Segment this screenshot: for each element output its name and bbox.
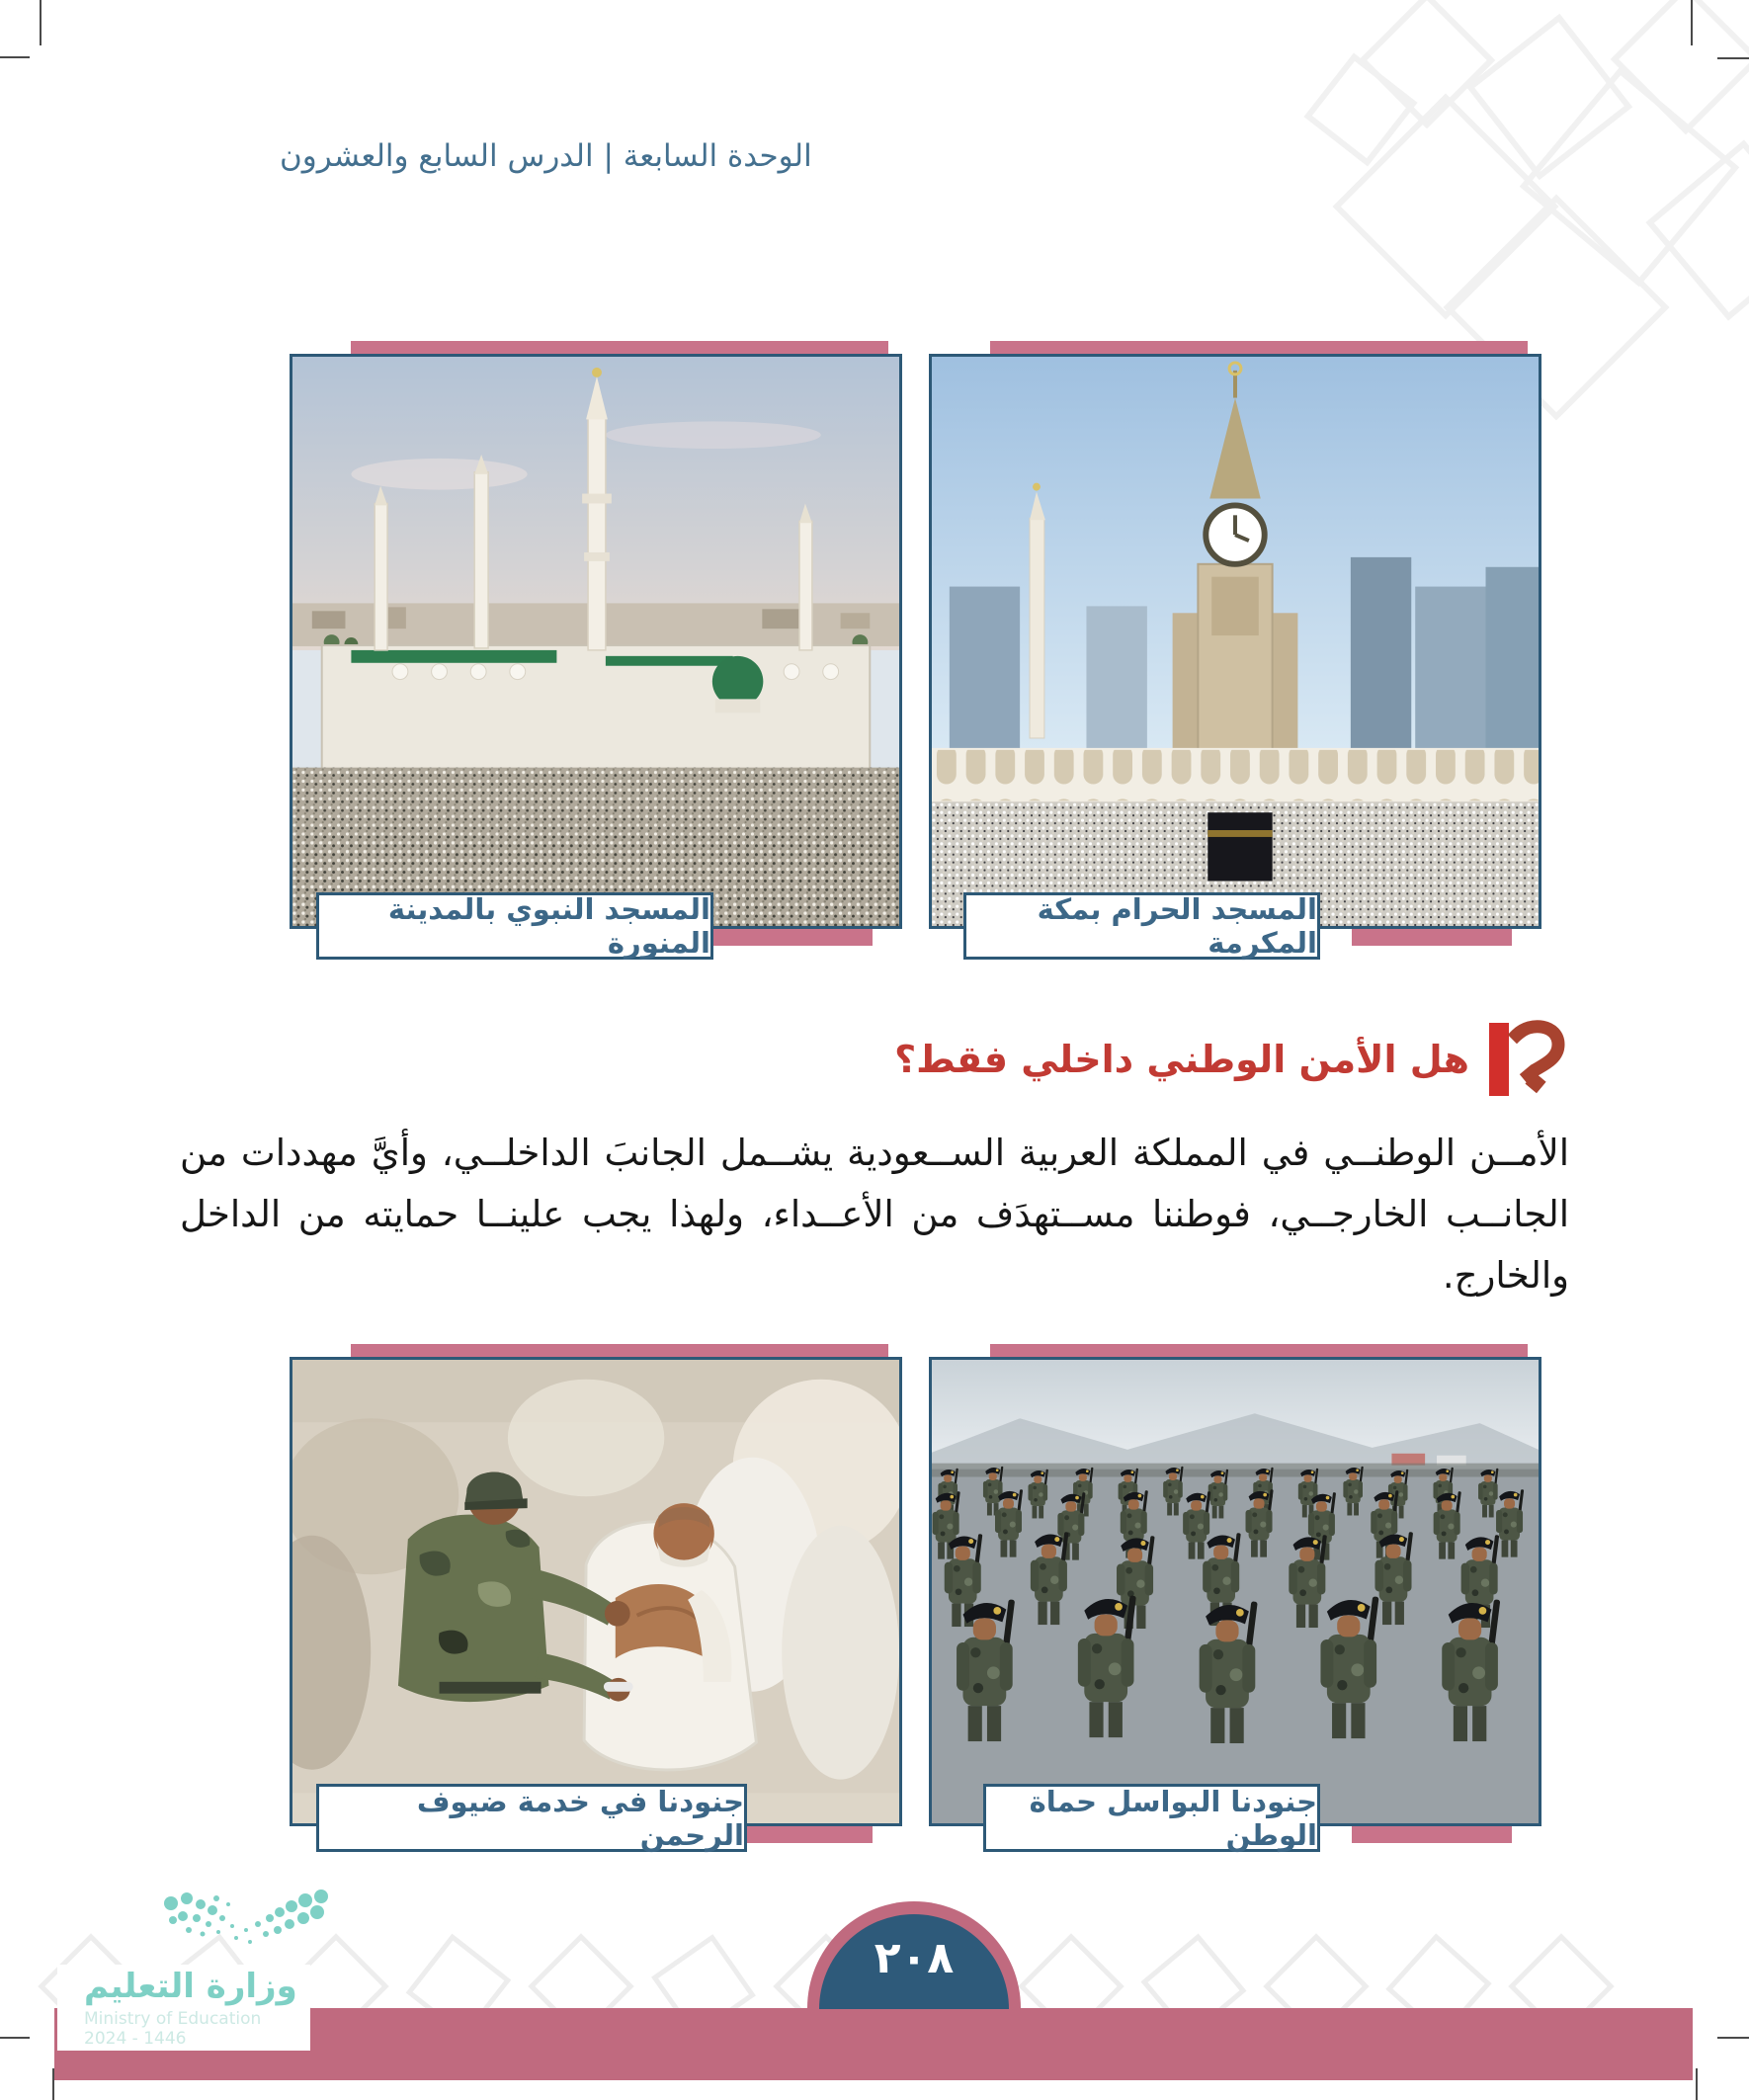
figure-caption xyxy=(316,1784,747,1852)
crop-mark xyxy=(1696,2068,1698,2100)
caption-text: جنودنا البواسل حماة الوطن xyxy=(1029,1784,1317,1852)
caption-text: جنودنا في خدمة ضيوف الرحمن xyxy=(416,1784,744,1852)
photo-prophets-mosque-medina xyxy=(290,354,902,929)
figure-caption xyxy=(983,1784,1320,1852)
rose-accent-bar xyxy=(1352,1825,1512,1843)
ministry-name-english: Ministry of Education xyxy=(84,2009,262,2029)
question-heading-row xyxy=(894,1016,1566,1103)
page-number: ٢٠٨ xyxy=(874,1933,955,1983)
figure-soldier-pilgrim xyxy=(290,1357,902,1852)
ministry-year: 2024 - 1446 xyxy=(84,2029,187,2049)
body-paragraph: الأمــن الوطنــي في المملكة العربية الســعودية يشــمل الجانبَ الداخلــي، وأيَّ مهددات من الجانــب الخارجــي، فوطننا مســتهدَف من الأعــداء، ولهذا يجب علينــا حمايته من الداخل والخارج. xyxy=(180,1132,1569,1297)
figure-caption xyxy=(963,892,1320,960)
crop-mark xyxy=(40,0,42,45)
photo-grand-mosque-makkah xyxy=(929,354,1541,929)
rose-accent-bar xyxy=(1352,928,1512,946)
photo-soldiers-parade xyxy=(929,1357,1541,1826)
ministry-name-arabic: وزارة التعليم xyxy=(84,1967,297,2006)
figure-marching-soldiers xyxy=(929,1357,1541,1852)
photo-soldier-helping-pilgrim xyxy=(290,1357,902,1826)
crop-mark xyxy=(0,2037,30,2039)
unit-lesson-header: الوحدة السابعة | الدرس السابع والعشرون xyxy=(280,138,812,174)
caption-text: المسجد النبوي بالمدينة المنورة xyxy=(387,892,710,960)
figure-grand-mosque xyxy=(929,354,1541,960)
question-icon xyxy=(1487,1019,1566,1100)
crop-mark xyxy=(1717,2037,1749,2039)
question-heading: هل الأمن الوطني داخلي فقط؟ xyxy=(894,1038,1469,1081)
rose-accent-bar xyxy=(712,928,873,946)
figure-prophets-mosque xyxy=(290,354,902,960)
crop-mark xyxy=(0,56,30,58)
caption-text: المسجد الحرام بمكة المكرمة xyxy=(1037,892,1317,960)
ministry-of-education-logo-icon xyxy=(163,1890,333,1974)
figure-caption xyxy=(316,892,713,960)
